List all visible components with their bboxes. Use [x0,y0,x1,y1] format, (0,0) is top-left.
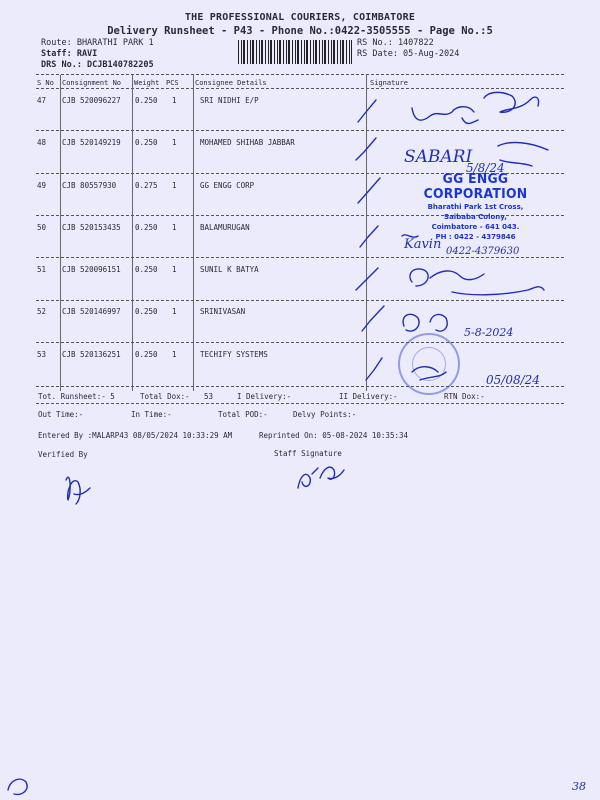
staff-signature [298,467,344,488]
stamp-line4: PH : 0422 - 4379846 [435,233,516,241]
row-50-consignee: BALAMURUGAN [200,223,250,232]
row-51-sno: 51 [37,265,47,274]
company-title: THE PROFESSIONAL COURIERS, COIMBATORE [184,12,416,23]
row-53-consignment: CJB 520136251 [62,350,121,359]
hw-row53-date: 05/08/24 [486,373,540,387]
row-53-weight: 0.250 [135,350,158,359]
col-consignment: Consignment No [62,79,122,87]
row-49-consignment: CJB 80557930 [62,181,117,190]
total-pod: Total POD:- [218,410,268,419]
stamp-line2: Saibaba Colony, [444,213,507,221]
total-dox-label: Total Dox:- [140,392,190,401]
row-50-consignment: CJB 520153435 [62,223,121,232]
row-51-pcs: 1 [172,265,177,274]
row-51-consignee: SUNIL K BATYA [200,265,259,274]
entered-by: Entered By :MALARP43 08/05/2024 10:33:29 AM [38,431,233,440]
row-51-weight: 0.250 [135,265,158,274]
staff-signature-label: Staff Signature [274,449,342,458]
staff-label: Staff: RAVI [41,49,98,59]
col-consignee: Consignee Details [195,79,267,87]
row-48-consignee: MOHAMED SHIHAB JABBAR [200,138,295,147]
reprinted-on: Reprinted On: 05-08-2024 10:35:34 [259,431,409,440]
delvy-points: Delvy Points:- [293,410,357,419]
tick-51 [356,268,378,290]
signature-52 [403,314,447,331]
row-47-consignment: CJB 520096227 [62,96,121,105]
stamp-name: GG ENGG CORPORATION [423,172,528,202]
out-time: Out Time:- [38,410,84,419]
col-pcs: PCS [166,79,179,87]
rtn-dox: RTN Dox:- [444,392,485,401]
runsheet-subtitle: Delivery Runsheet - P43 - Phone No.:0422-3505555 - Page No.:5 [107,25,493,37]
in-time: In Time:- [131,410,172,419]
col-sno: S No [37,79,54,87]
hw-row48-date: 5/8/24 [466,161,505,175]
route-label: Route: BHARATHI PARK 1 [41,38,154,48]
row-52-consignee: SRINIVASAN [200,307,246,316]
total-dox-value: 53 [204,392,214,401]
signature-47 [412,92,539,123]
tot-runsheet: Tot. Runsheet:- 5 [38,392,115,401]
row-47-sno: 47 [37,96,47,105]
row-49-weight: 0.275 [135,181,158,190]
verified-signature [66,477,90,504]
row-49-consignee: GG ENGG CORP [200,181,255,190]
row-47-weight: 0.250 [135,96,158,105]
row-50-sno: 50 [37,223,47,232]
row-52-consignment: CJB 520146997 [62,307,121,316]
tick-52 [362,306,384,331]
row-52-pcs: 1 [172,307,177,316]
tick-49 [358,178,380,203]
row-50-weight: 0.250 [135,223,158,232]
row-47-pcs: 1 [172,96,177,105]
tick-48 [356,138,376,160]
stamp-line3: Coimbatore - 641 043. [431,223,520,231]
row-53-sno: 53 [37,350,47,359]
col-signature: Signature [370,79,408,87]
hw-page-mark: 38 [572,780,586,793]
hw-row50-name: Kavin [404,237,442,252]
row-51-consignment: CJB 520096151 [62,265,121,274]
row-52-sno: 52 [37,307,47,316]
hw-row52-date: 5-8-2024 [464,326,514,339]
corner-mark-left [8,779,27,794]
tick-50 [360,226,378,247]
row-48-weight: 0.250 [135,138,158,147]
row-49-pcs: 1 [172,181,177,190]
signature-53 [412,367,446,380]
signature-51 [410,269,544,295]
hw-row50-phone: 0422-4379630 [446,246,520,257]
tick-47 [358,100,376,122]
row-53-consignee: TECHIFY SYSTEMS [200,350,268,359]
col-weight: Weight [134,79,160,87]
row-50-pcs: 1 [172,223,177,232]
hw-row48-name: SABARI [404,147,473,167]
row-48-pcs: 1 [172,138,177,147]
stamp-line1: Bharathi Park 1st Cross, [427,203,524,211]
rs-date: RS Date: 05-Aug-2024 [357,49,460,59]
row-48-consignment: CJB 520149219 [62,138,121,147]
row-48-sno: 48 [37,138,47,147]
drs-number: DRS No.: DCJB140782205 [41,60,154,70]
ii-delivery: II Delivery:- [339,392,398,401]
row-49-sno: 49 [37,181,47,190]
verified-by: Verified By [38,450,88,459]
tick-53 [366,358,382,380]
row-52-weight: 0.250 [135,307,158,316]
signature-48-mark [498,143,548,166]
row-47-consignee: SRI NIDHI E/P [200,96,259,105]
i-delivery: I Delivery:- [237,392,292,401]
row-53-pcs: 1 [172,350,177,359]
rs-number: RS No.: 1407822 [357,38,434,48]
